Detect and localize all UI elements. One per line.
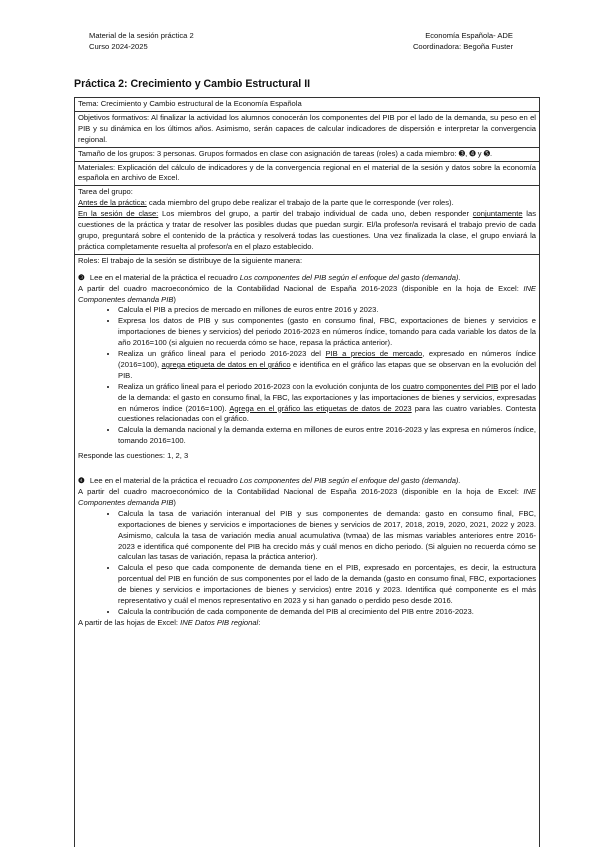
role-2-tasks: [78, 509, 536, 618]
tarea-antes: [78, 198, 536, 209]
header-material: Material de la sesión práctica 2: [89, 31, 194, 40]
role-2-source-sheet: INE Componentes demanda PIB: [78, 487, 536, 507]
role-1-task-1: • Calcula el PIB a precios de mercado en millones de euros entre 2016 y 2023.: [118, 305, 536, 316]
role-1-task-4: [118, 382, 536, 426]
tarea-en-clase: [78, 209, 536, 253]
role-2-lead-text: Lee en el material de la práctica el recuadro: [87, 476, 240, 486]
conjuntamente: conjuntamente: [472, 209, 523, 219]
tarea-cell: [75, 186, 539, 254]
antes-text: cada miembro del grupo debe realizar el trabajo de la parte que le corresponde (ver roles).: [146, 198, 454, 208]
role-1-task-2: • Expresa los datos de PIB y sus componentes (gasto en consumo final, FBC, exportaciones de bienes y servicios e importaciones de bienes y servicios) del periodo 2016-2023 en números índice, tomando para cada variable los datos de la año 2016=100 (si alguien no recuerda cómo se hace, repasa la práctica anterior).: [118, 316, 536, 349]
role-2-source: [78, 487, 536, 509]
role-2-tail-end: :: [258, 617, 261, 627]
role-2-source-end: ): [173, 497, 176, 507]
role-1-responde: Responde las cuestiones: 1, 2, 3: [78, 451, 189, 461]
role-2-source-text: A partir del cuadro macroeconómico de la Contabilidad Nacional de España 2016-2023 (disponible en la hoja de Excel:: [78, 487, 524, 496]
role-1-task-3-c: e identifica en el gráfico las etapas que se observan en la evolución del PIB.: [118, 359, 536, 380]
role-2-tail-sheet: INE Datos PIB regional: [180, 617, 259, 627]
tema-cell: Tema: Crecimiento y Cambio estructural de la Economía Española: [75, 98, 539, 112]
role-1-lead: [78, 273, 536, 284]
role-1-task-4-a: Realiza un gráfico lineal para el periodo 2016-2023 con la evolución conjunta de los: [118, 381, 403, 391]
role-1-source: [78, 284, 536, 306]
role-1-tasks: [78, 305, 536, 447]
role-2-task-2: • Calcula el peso que cada componente de demanda tiene en el PIB, expresado en porcentajes, es decir, la estructura porcentual del PIB en función de sus componentes por el lado de la demanda (gasto en consumo final, FBC, exportaciones de bienes y servicios e importaciones de bienes y servicios) entre 2016 y 2023. Identifica qué componente es el más representativo y cuál el menos representativo en 2023 y si han ganado o perdido peso desde 2016.: [118, 563, 536, 607]
tarea-title: Tarea del grupo:: [78, 187, 133, 197]
header-left: [89, 31, 194, 52]
role-1-source-text: A partir del cuadro macroeconómico de la Contabilidad Nacional de España 2016-2023 (disponible en la hoja de Excel:: [78, 283, 524, 293]
role-2-task-1: • Calcula la tasa de variación interanual del PIB y sus componentes de demanda: gasto en consumo final, FBC, exportaciones de bienes y servicios e importaciones de bienes y servicios de 2017, 2018, 2019, 2020, 2021, 2022 y 2023. Asimismo, calcula la tasa de variación media anual acumulativa (tvmaa) de las mismas variables anteriores entre 2016-2023 e identifica qué componente del PIB ha crecido más y cuál menos en dicho periodo. (Si alguien no recuerda cómo se calculan las tasas de variación, repasa la práctica anterior).: [118, 509, 536, 564]
practice-table: [74, 97, 540, 847]
role-1-task-5: • Calcula la demanda nacional y la demanda externa en millones de euros entre 2016-2023 y las expresa en números índice, tomando 2016=100.: [118, 425, 536, 447]
role-1-task-3-a: Realiza un gráfico lineal para el periodo 2016-2023 del: [118, 349, 326, 359]
roles-intro: Roles: El trabajo de la sesión se distribuye de la siguiente manera:: [78, 255, 303, 265]
role-2-lead-italic: Los componentes del PIB según el enfoque del gasto (demanda).: [239, 476, 461, 486]
role-1-task-4-u1: cuatro componentes del PIB: [402, 381, 499, 391]
header-curso: Curso 2024-2025: [89, 41, 148, 51]
role-1-source-end: ): [173, 294, 176, 304]
en-clase-text2: las cuestiones de la práctica y tratar de resolver las posibles dudas que puedan surgir. El/la profesor/a revisará el trabajo previo de cada grupo, preguntará sobre el contenido de la práctica y resolverá todas las cuestiones. Una vez finalizada la clase, el grupo enviará la práctica completamente resuelta al profesor/a en el plazo establecido.: [78, 209, 536, 251]
tamano-cell: Tamaño de los grupos: 3 personas. Grupos formados en clase con asignación de tareas (roles) a cada miembro: ➌, ➍ y ➎.: [75, 148, 539, 162]
header-right: [413, 31, 513, 52]
role-2-tail-text: A partir de las hojas de Excel:: [78, 617, 181, 627]
role-2-icon: ❹: [78, 476, 85, 486]
role-1-lead-text: Lee en el material de la práctica el recuadro: [87, 272, 240, 282]
objetivos-cell: Objetivos formativos: Al finalizar la actividad los alumnos conocerán los componentes del PIB por el lado de la demanda, su peso en el PIB y su dinámica en los últimos años. Asimismo, serán capaces de calcular indicadores de dispersión e interpretar la convergencia regional.: [75, 112, 539, 148]
en-clase-text1: Los miembros del grupo, a partir del trabajo individual de cada uno, deben responder: [158, 209, 473, 219]
header-asignatura: Economía Española- ADE: [425, 31, 513, 40]
role-1-task-3-b: , expresado en números índice (2016=100),: [118, 349, 536, 369]
role-2-tail: [78, 618, 536, 629]
roles-cell: [75, 255, 539, 630]
role-2-task-3: • Calcula la contribución de cada componente de demanda del PIB al crecimiento del PIB entre 2016-2023.: [118, 607, 536, 618]
header-coordinadora: Coordinadora: Begoña Fuster: [412, 41, 513, 51]
role-1-source-sheet: INE Componentes demanda PIB: [78, 283, 536, 304]
role-1-icon: ❸: [78, 272, 85, 282]
materiales-cell: Materiales: Explicación del cálculo de indicadores y de la convergencia regional en el material de la sesión y datos sobre la economía española en archivo de Excel.: [75, 162, 539, 187]
role-1-task-4-u2: Agrega en el gráfico las etiquetas de datos de 2023: [229, 403, 412, 413]
en-clase-label: En la sesión de clase:: [78, 209, 159, 219]
role-1-task-4-c: para las cuatro variables. Contesta cuestiones relacionadas con el gráfico.: [118, 403, 536, 424]
role-1-task-4-b: por el lado de la demanda: el gasto en consumo final, la FBC, las exportaciones y las importaciones de bienes y servicios, expresadas en números índice (2016=100).: [118, 381, 536, 413]
role-1-task-3-u2: agrega etiqueta de datos en el gráfico: [161, 359, 291, 369]
antes-label: Antes de la práctica:: [78, 198, 147, 208]
role-2-lead: [78, 476, 536, 487]
role-1-task-3: [118, 349, 536, 382]
role-1-lead-italic: Los componentes del PIB según el enfoque del gasto (demanda).: [239, 272, 461, 282]
role-1-task-3-u1: PIB a precios de mercado: [325, 349, 423, 359]
document-title: Práctica 2: Crecimiento y Cambio Estructural II: [74, 78, 311, 90]
